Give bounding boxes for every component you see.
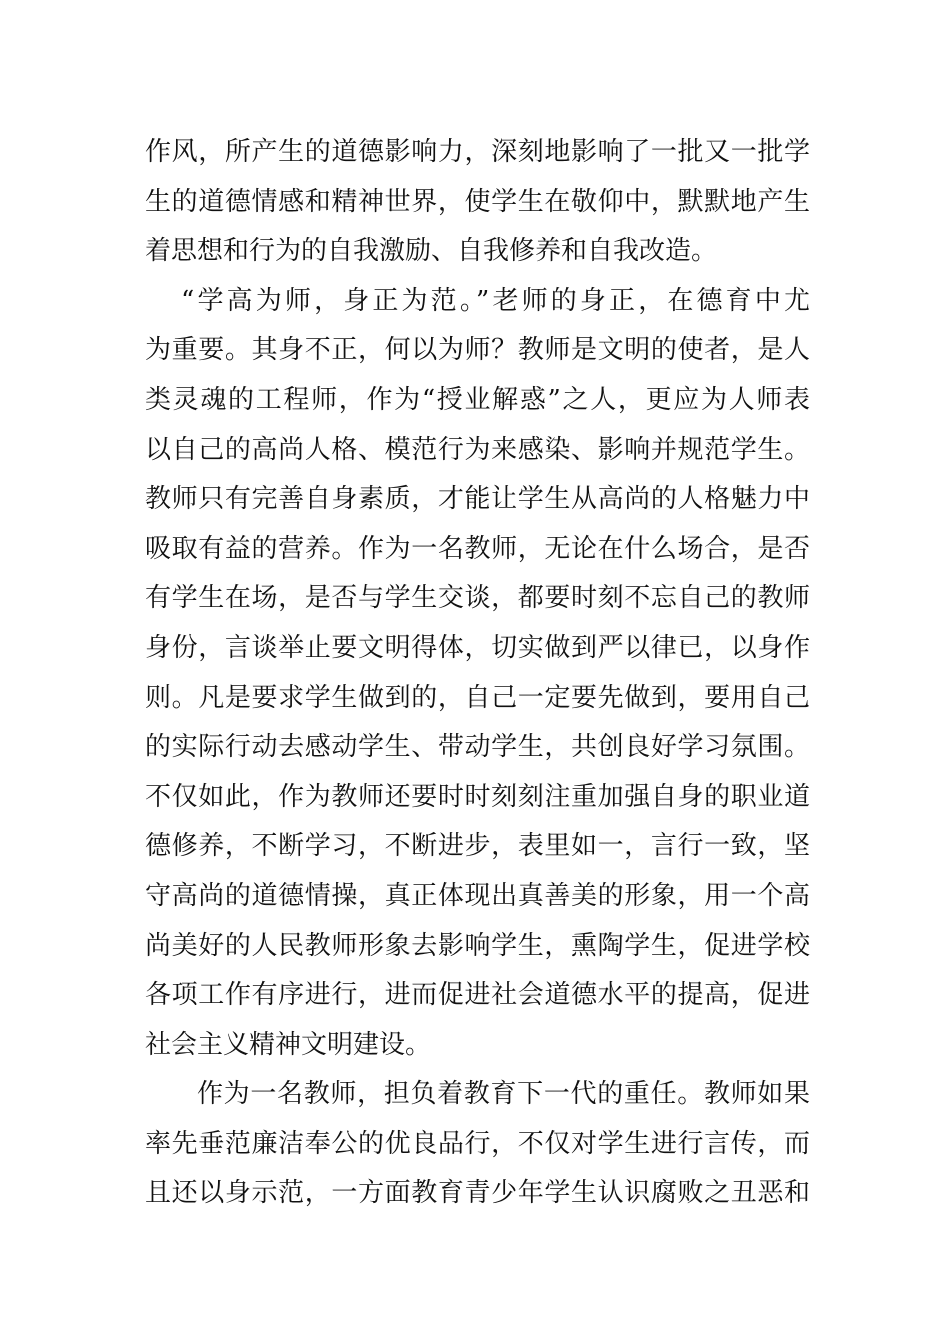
text-line: 且还以身示范，一方面教育青少年学生认识腐败之丑恶和 [145, 1178, 810, 1209]
text-line: 教师只有完善自身素质，才能让学生从高尚的人格魅力中 [145, 484, 810, 515]
text-line: 作风，所产生的道德影响力，深刻地影响了一批又一批学 [145, 137, 810, 167]
text-line: 的实际行动去感动学生、带动学生，共创良好学习氛围。 [145, 732, 810, 763]
text-line: 类灵魂的工程师，作为“授业解惑”之人，更应为人师表 [145, 384, 810, 415]
text-line: 各项工作有序进行，进而促进社会道德水平的提高，促进 [145, 980, 810, 1011]
text-line: 生的道德情感和精神世界，使学生在敬仰中，默默地产生 [145, 186, 810, 217]
document-body [145, 128, 810, 1219]
text-line: 尚美好的人民教师形象去影响学生，熏陶学生，促进学校 [145, 930, 810, 961]
text-line: 以自己的高尚人格、模范行为来感染、影响并规范学生。 [145, 434, 810, 465]
text-line: “学高为师，身正为范。”老师的身正，在德育中尤 [181, 285, 810, 316]
text-line: 率先垂范廉洁奉公的优良品行，不仅对学生进行言传，而 [145, 1128, 810, 1159]
text-line: 则。凡是要求学生做到的，自己一定要先做到，要用自己 [145, 682, 810, 713]
paragraph-teacher-conduct [145, 277, 810, 1071]
text-line: 德修养，不断学习，不断进步，表里如一，言行一致，坚 [145, 831, 810, 862]
text-line: 社会主义精神文明建设。 [145, 1029, 432, 1060]
text-line: 守高尚的道德情操，真正体现出真善美的形象，用一个高 [145, 880, 810, 911]
text-line: 作为一名教师，担负着教育下一代的重任。教师如果 [197, 1079, 810, 1110]
text-line: 吸取有益的营养。作为一名教师，无论在什么场合，是否 [145, 533, 810, 564]
text-line: 为重要。其身不正，何以为师？教师是文明的使者，是人 [145, 335, 810, 366]
text-line: 着思想和行为的自我激励、自我修养和自我改造。 [145, 236, 718, 267]
text-line: 身份，言谈举止要文明得体，切实做到严以律已，以身作 [145, 632, 810, 663]
paragraph-integrity [145, 1070, 810, 1219]
paragraph-continued [145, 128, 810, 277]
text-line: 有学生在场，是否与学生交谈，都要时刻不忘自己的教师 [145, 583, 810, 614]
text-line: 不仅如此，作为教师还要时时刻刻注重加强自身的职业道 [145, 781, 810, 812]
